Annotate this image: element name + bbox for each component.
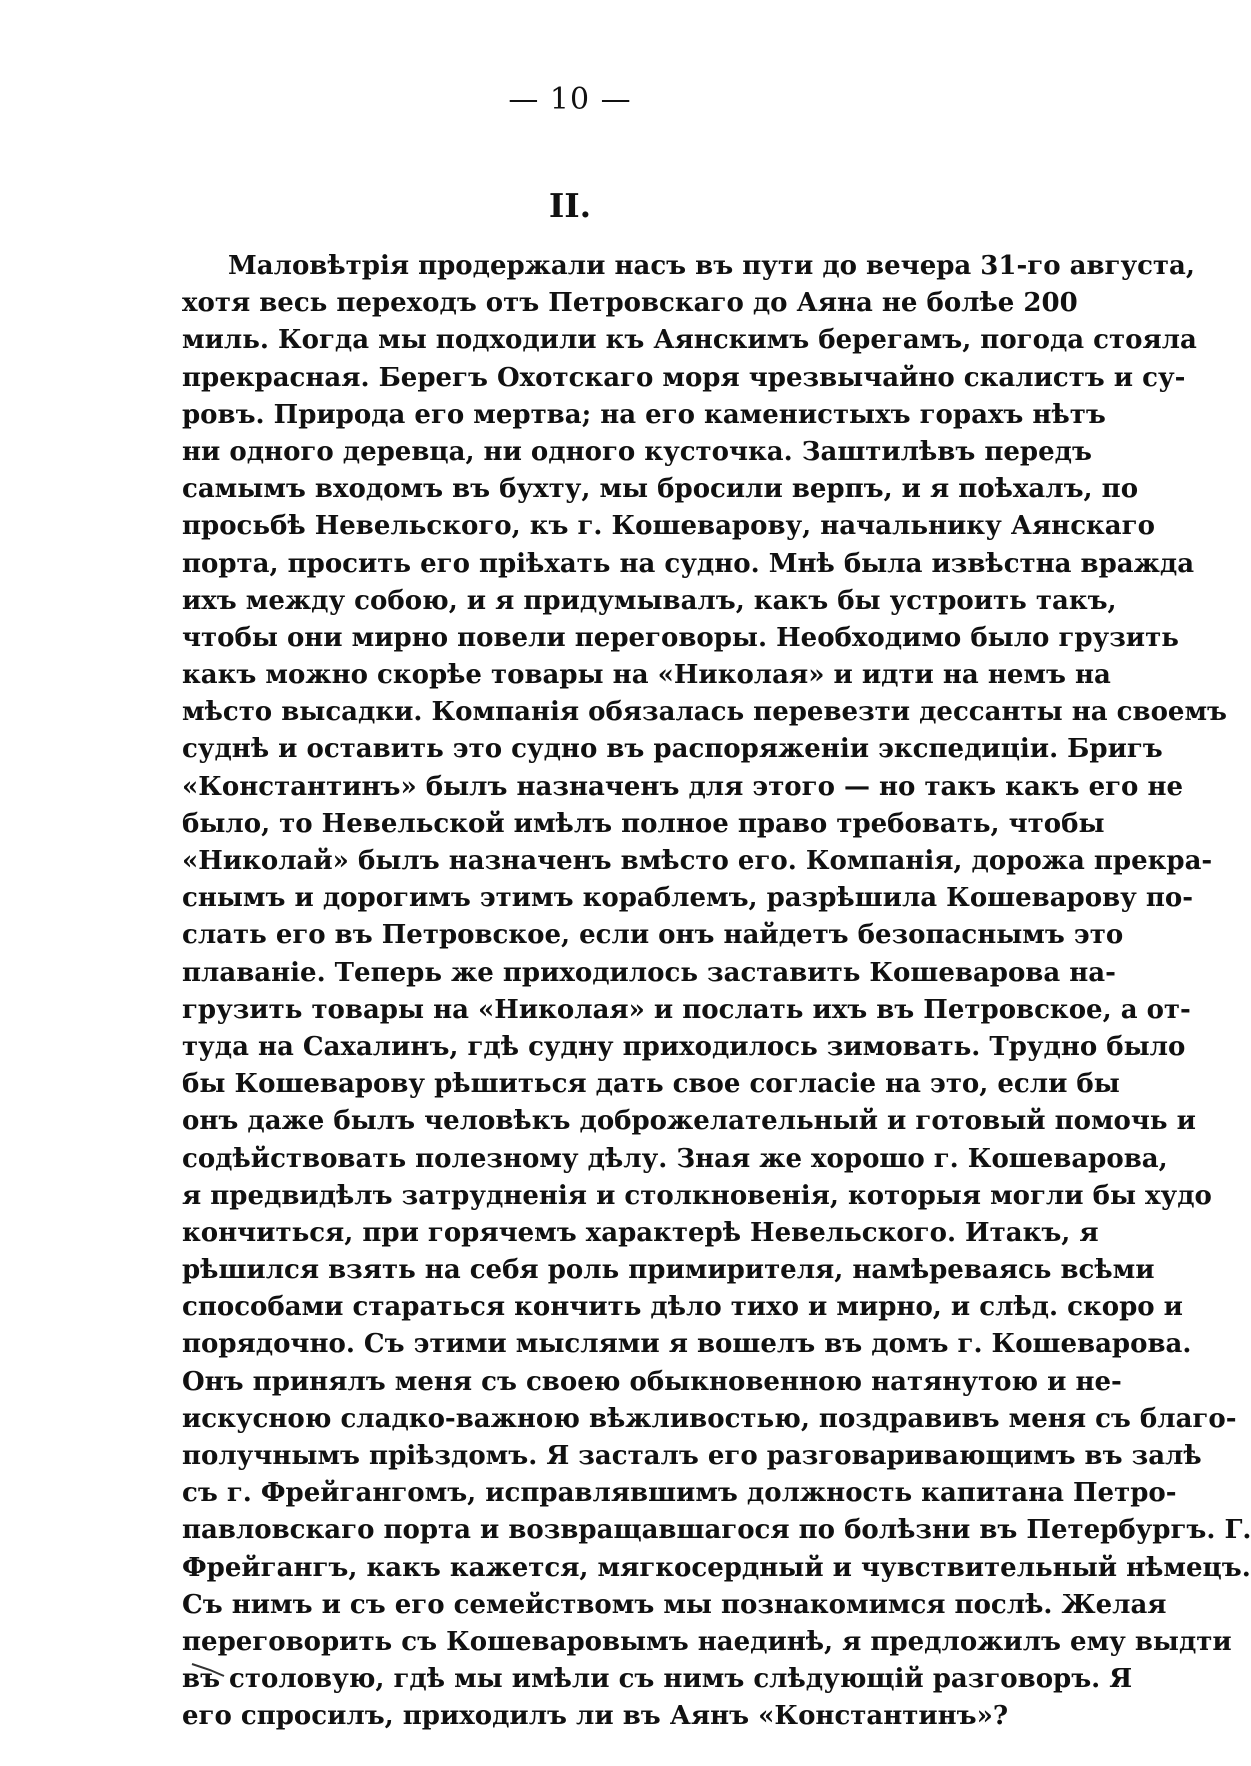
text-line: переговорить съ Кошеваровымъ наединѣ, я предложилъ ему выдти	[182, 1626, 1232, 1657]
text-line: павловскаго порта и возвращавшагося по болѣзни въ Петербургъ. Г.	[182, 1515, 1251, 1546]
text-line: онъ даже былъ человѣкъ доброжелательный и готовый помочь и	[182, 1106, 1196, 1137]
text-line: съ г. Фрейгангомъ, исправлявшимъ должность капитана Петро-	[182, 1478, 1177, 1509]
text-line: грузить товары на «Николая» и послать ихъ въ Петровское, а от-	[182, 994, 1191, 1025]
text-line: суднѣ и оставить это судно въ распоряженіи экспедиціи. Бригъ	[182, 734, 1163, 765]
text-line: снымъ и дорогимъ этимъ кораблемъ, разрѣшила Кошеварову по-	[182, 883, 1194, 914]
text-line: въ столовую, гдѣ мы имѣли съ нимъ слѣдующій разговоръ. Я	[182, 1664, 1133, 1695]
text-line: порядочно. Съ этими мыслями я вошелъ въ домъ г. Кошеварова.	[182, 1329, 1192, 1360]
text-line: ни одного деревца, ни одного кусточка. Заштилѣвъ передъ	[182, 436, 1092, 467]
text-line: прекрасная. Берегъ Охотскаго моря чрезвычайно скалистъ и су-	[182, 362, 1186, 393]
text-line: искусною сладко-важною вѣжливостью, поздравивъ меня съ благо-	[182, 1403, 1237, 1434]
scan-speck	[190, 1660, 230, 1680]
text-line: мѣсто высадки. Компанія обязалась перевезти дессанты на своемъ	[182, 697, 1227, 728]
text-line: его спросилъ, приходилъ ли въ Аянъ «Константинъ»?	[182, 1701, 1009, 1732]
text-line: Маловѣтрія продержали насъ въ пути до вечера 31-го августа,	[228, 251, 1195, 281]
text-line: я предвидѣлъ затрудненія и столкновенія, которыя могли бы худо	[182, 1180, 1212, 1211]
text-line: кончиться, при горячемъ характерѣ Невельского. Итакъ, я	[182, 1217, 1099, 1248]
text-line: туда на Сахалинъ, гдѣ судну приходилось зимовать. Трудно было	[182, 1031, 1186, 1062]
text-line: содѣйствовать полезному дѣлу. Зная же хорошо г. Кошеварова,	[182, 1143, 1168, 1174]
text-line: ровъ. Природа его мертва; на его каменистыхъ горахъ нѣтъ	[182, 399, 1106, 430]
text-line: «Николай» былъ назначенъ вмѣсто его. Компанія, дорожа прекра-	[182, 846, 1213, 876]
text-line: было, то Невельской имѣлъ полное право требовать, чтобы	[182, 808, 1105, 839]
text-line: Съ нимъ и съ его семействомъ мы познакомимся послѣ. Желая	[182, 1589, 1167, 1620]
text-line: способами стараться кончить дѣло тихо и мирно, и слѣд. скоро и	[182, 1292, 1183, 1323]
page-number: — 10 —	[508, 82, 632, 117]
text-line: рѣшился взять на себя роль примирителя, намѣреваясь всѣми	[182, 1255, 1155, 1286]
text-line: слать его въ Петровское, если онъ найдетъ безопаснымъ это	[182, 920, 1124, 951]
text-line: порта, просить его пріѣхать на судно. Мнѣ была извѣстна вражда	[182, 548, 1195, 579]
body-text	[182, 248, 1251, 1736]
text-line: Онъ принялъ меня съ своею обыкновенною натянутою и не-	[182, 1366, 1122, 1397]
text-line: самымъ входомъ въ бухту, мы бросили верпъ, и я поѣхалъ, по	[182, 474, 1139, 505]
text-line: плаваніе. Теперь же приходилось заставить Кошеварова на-	[182, 957, 1116, 988]
text-line: хотя весь переходъ отъ Петровскаго до Аяна не болѣе 200	[182, 288, 1078, 319]
text-line: какъ можно скорѣе товары на «Николая» и идти на немъ на	[182, 660, 1111, 691]
text-line: миль. Когда мы подходили къ Аянскимъ берегамъ, погода стояла	[182, 325, 1197, 356]
text-line: бы Кошеварову рѣшиться дать свое согласіе на это, если бы	[182, 1069, 1120, 1100]
chapter-heading: II.	[548, 186, 592, 225]
text-line: чтобы они мирно повели переговоры. Необходимо было грузить	[182, 622, 1179, 653]
text-line: ихъ между собою, и я придумывалъ, какъ бы устроить такъ,	[182, 585, 1117, 616]
text-line: «Константинъ» былъ назначенъ для этого — но такъ какъ его не	[182, 771, 1184, 802]
text-line: Фрейгангъ, какъ кажется, мягкосердный и чувствительный нѣмецъ.	[182, 1552, 1251, 1583]
text-line: получнымъ пріѣздомъ. Я засталъ его разговаривающимъ въ залѣ	[182, 1441, 1202, 1471]
text-line: просьбѣ Невельского, къ г. Кошеварову, начальнику Аянскаго	[182, 511, 1155, 542]
